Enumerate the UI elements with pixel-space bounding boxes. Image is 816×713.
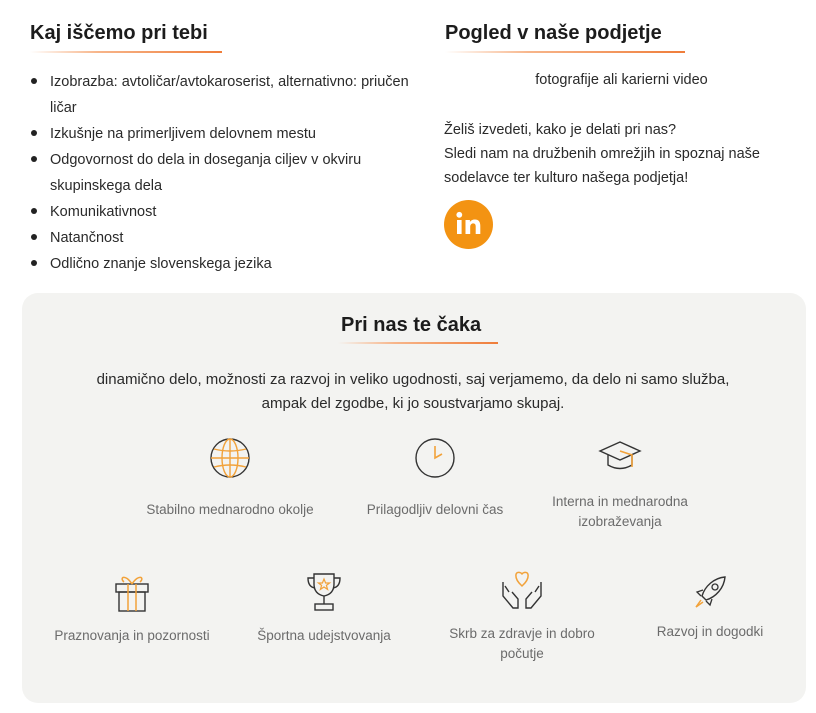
benefit-item	[540, 438, 700, 532]
benefit-label: Praznovanja in pozornosti	[54, 628, 210, 643]
list-item: Komunikativnost	[30, 199, 415, 225]
benefits-title-underline	[338, 342, 498, 344]
requirements-title: Kaj iščemo pri tebi	[30, 22, 208, 44]
media-placeholder-text: fotografije ali karierni video	[535, 72, 708, 88]
benefit-label: Stabilno mednarodno okolje	[146, 502, 314, 517]
rocket-icon	[690, 572, 730, 612]
benefit-item	[42, 570, 222, 646]
benefit-item	[130, 436, 330, 520]
linkedin-glyph	[444, 200, 493, 249]
benefits-title: Pri nas te čaka	[341, 314, 482, 336]
list-item: Natančnost	[30, 225, 415, 251]
social-invite: Sledi nam na družbenih omrežjih in spoznaj naše sodelavce ter kulturo našega podjetja!	[444, 146, 760, 186]
benefits-intro: dinamično delo, možnosti za razvoj in veliko ugodnosti, saj verjamemo, da delo ni samo služba, ampak del zgodbe, ki jo soustvarjamo skupaj.	[96, 371, 730, 412]
graduation-cap-icon	[598, 438, 642, 478]
company-view-title: Pogled v naše podjetje	[445, 22, 662, 44]
benefit-item	[340, 436, 530, 520]
list-item: Izobrazba: avtoličar/avtokaroserist, alternativno: priučen ličar	[30, 69, 415, 121]
benefit-item	[640, 572, 780, 642]
clock-icon	[413, 436, 457, 480]
benefit-label: Skrb za zdravje in dobro počutje	[449, 626, 595, 661]
list-item: Izkušnje na primerljivem delovnem mestu	[30, 121, 415, 147]
trophy-icon	[303, 570, 345, 614]
benefit-label: Razvoj in dogodki	[656, 624, 764, 639]
list-item: Odlično znanje slovenskega jezika	[30, 251, 415, 277]
gift-icon	[111, 570, 153, 614]
heart-hands-icon	[499, 568, 545, 612]
globe-icon	[208, 436, 252, 480]
benefit-item	[246, 570, 402, 646]
linkedin-icon[interactable]	[444, 200, 493, 249]
benefit-label: Prilagodljiv delovni čas	[366, 502, 504, 517]
social-description	[444, 118, 814, 190]
requirements-list	[30, 69, 415, 277]
benefit-item	[432, 568, 612, 664]
benefit-label: Športna udejstvovanja	[257, 628, 391, 643]
list-item: Odgovornost do dela in doseganja ciljev v okviru skupinskega dela	[30, 147, 415, 199]
social-question: Želiš izvedeti, kako je delati pri nas?	[444, 122, 677, 138]
company-view-title-underline	[445, 51, 685, 53]
requirements-title-underline	[30, 51, 222, 53]
benefit-label: Interna in mednarodna izobraževanja	[552, 494, 688, 529]
